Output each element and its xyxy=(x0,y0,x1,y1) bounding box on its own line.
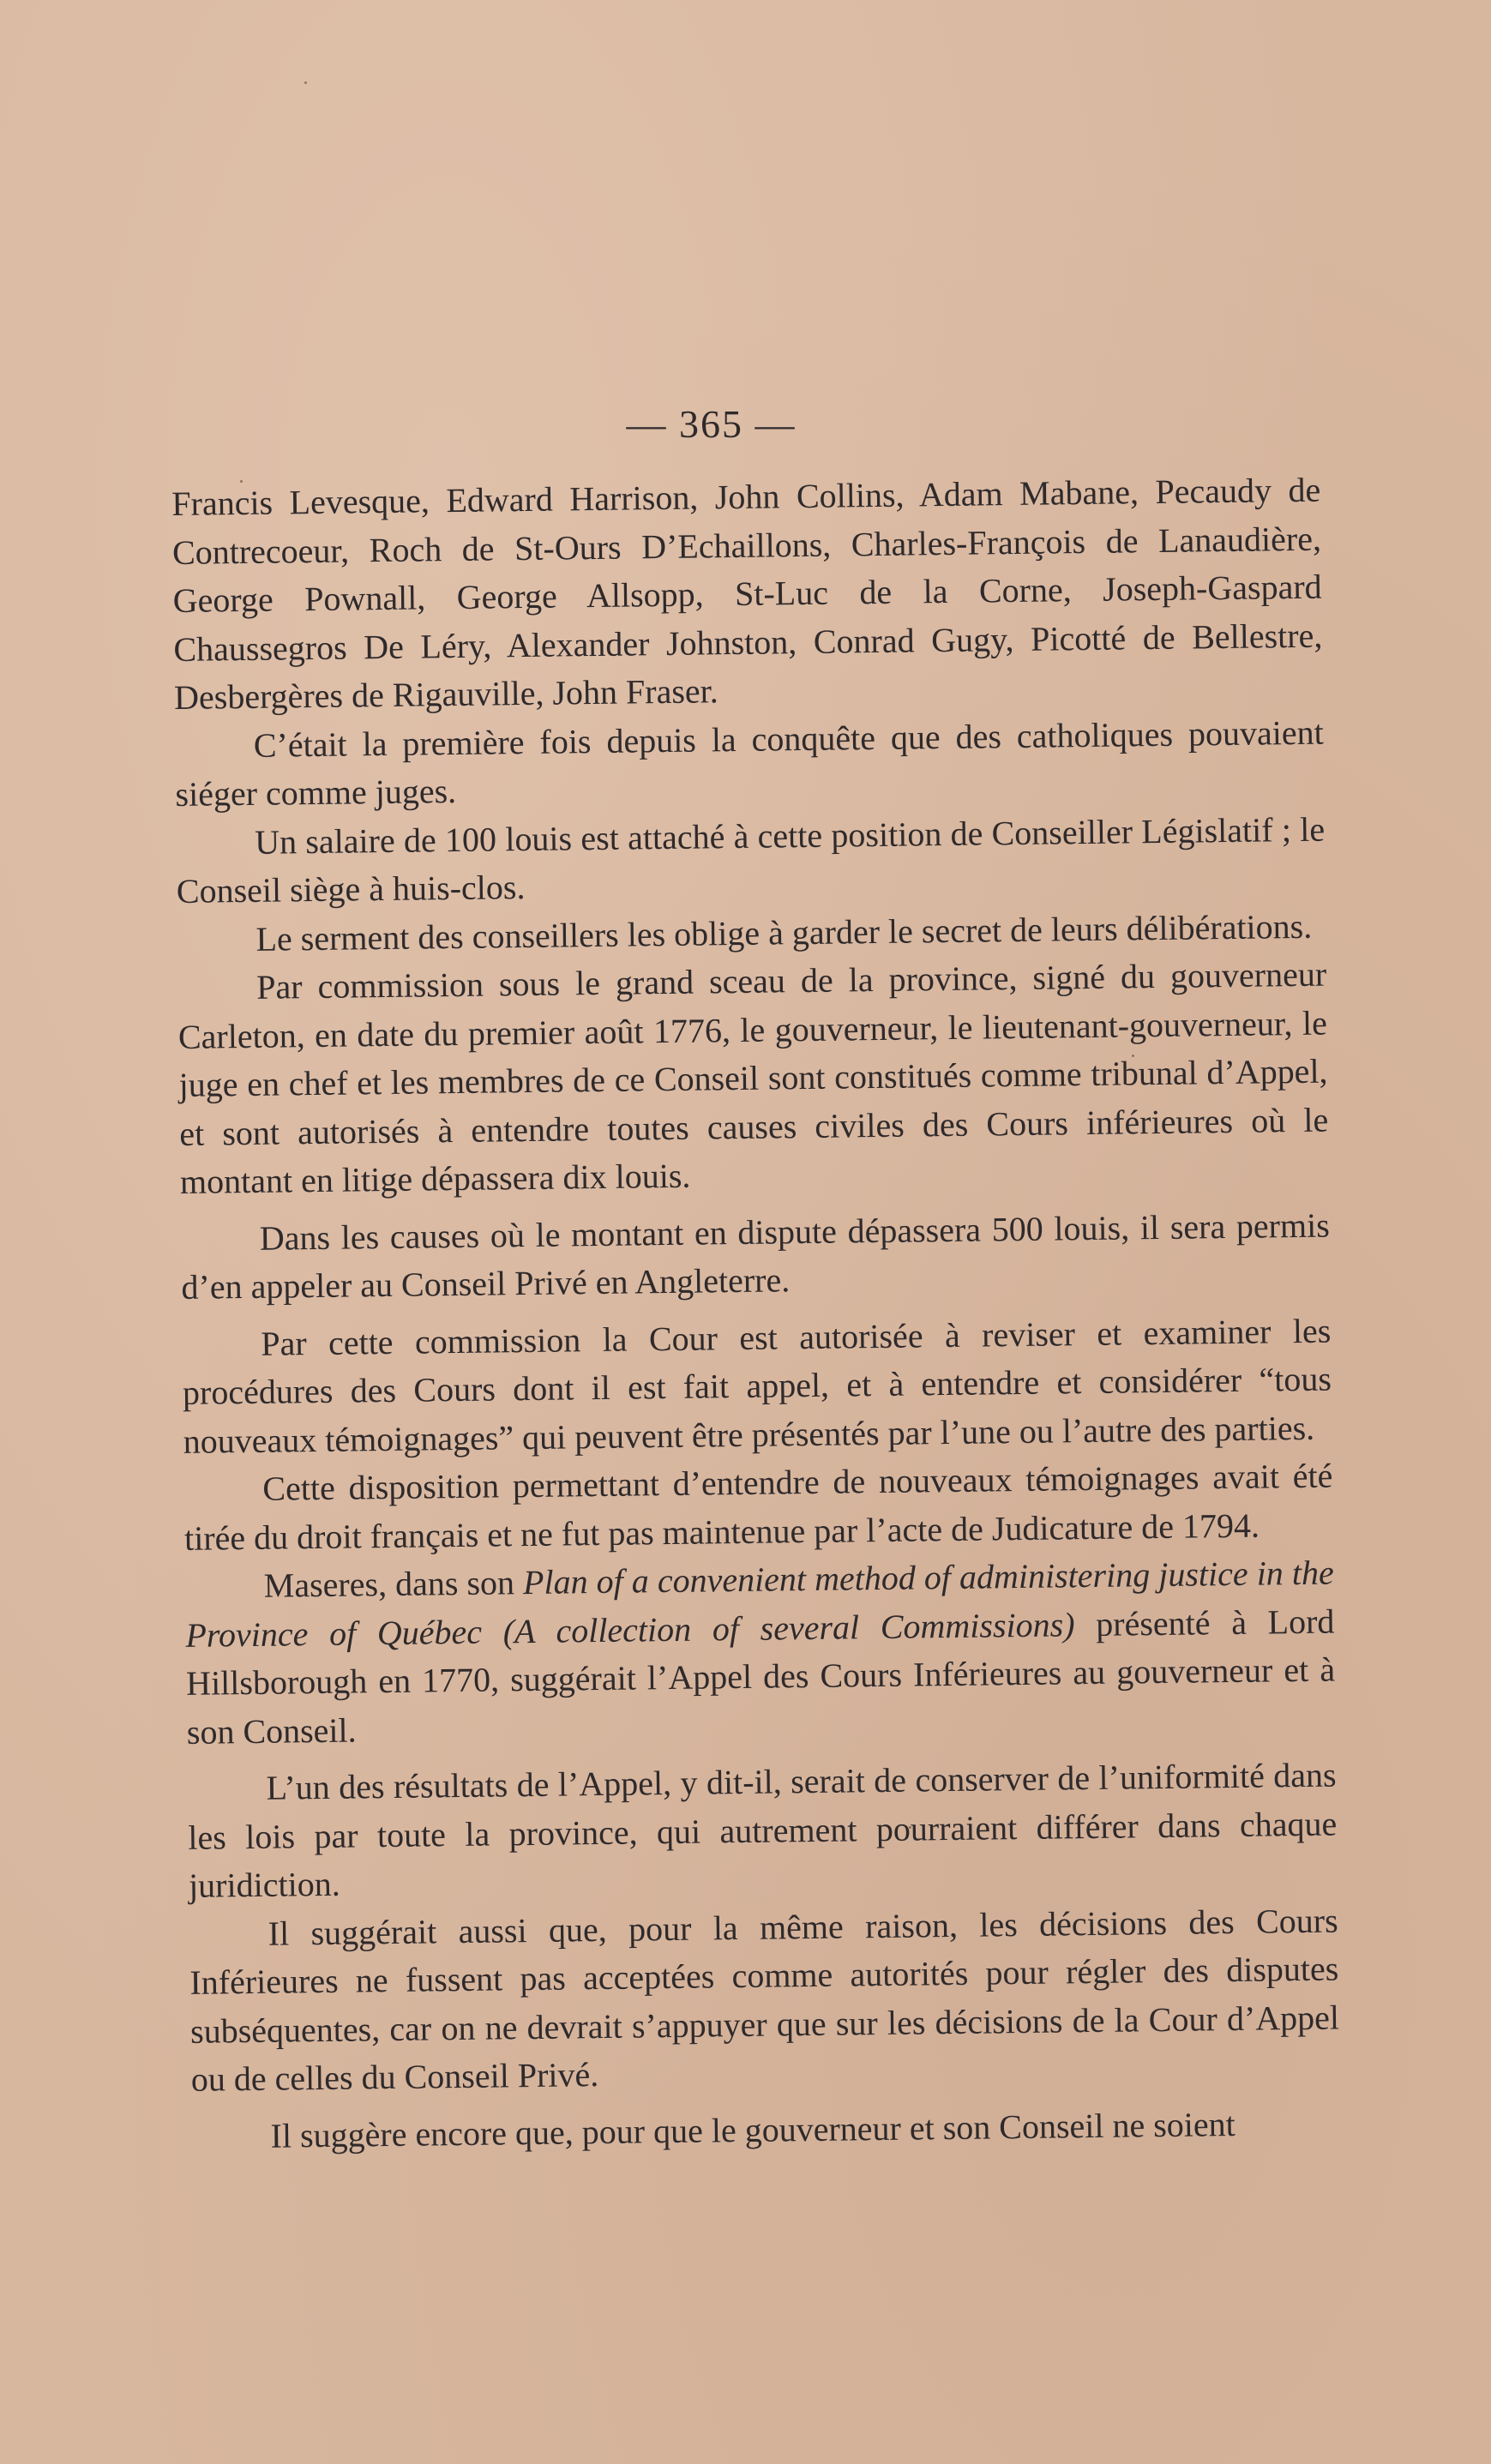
paragraph-review: Par cette commission la Cour est autorisée à reviser et examiner les procédures des Cours dont il est fait appel, et à entendre et considérer “tous nouveaux témoignages” qui peuvent être présentés par l’une ou l’autre des parties. xyxy=(182,1311,1332,1461)
page-number: — 365 — xyxy=(626,402,797,446)
paragraph-maseres xyxy=(184,1549,1336,1757)
maseres-book-title: Plan of a convenient method of administering justice in the Province of Québec (A collection of several Commissions) xyxy=(185,1553,1334,1655)
maseres-lead: Maseres, dans son xyxy=(263,1563,524,1605)
paragraph-continuation: Il suggère encore que, pour que le gouverneur et son Conseil ne soient xyxy=(270,2104,1236,2155)
paragraph-commission: Par commission sous le grand sceau de la province, signé du gouverneur Carleton, en date du premier août 1776, le gouverneur, le lieutenant-gouverneur, le juge en chef et les membres de ce Conseil sont constitués comme tribunal d’Appel, et sont autorisés à entendre toutes causes civiles des Cours inférieures où le montant en litige dépassera dix louis. xyxy=(177,954,1329,1201)
paragraph-uniformity: L’un des résultats de l’Appel, y dit-il, serait de conserver de l’uniformité dans les lois par toute la province, qui autrement pourraient différer dans chaque juridiction. xyxy=(188,1755,1338,1905)
paper-speck xyxy=(304,81,307,84)
paragraph-salary: Un salaire de 100 louis est attaché à cette position de Conseiller Législatif ; le Conseil siège à huis-clos. xyxy=(176,809,1326,910)
paragraph-oath: Le serment des conseillers les oblige à garder le secret de leurs délibérations. xyxy=(256,906,1313,959)
paragraph-privy-council: Dans les causes où le montant en dispute dépassera 500 louis, il sera permis d’en appeler au Conseil Privé en Angleterre. xyxy=(181,1205,1330,1307)
paragraph-catholics: C’était la première fois depuis la conquête que des catholiques pouvaient siéger comme juges. xyxy=(175,712,1324,814)
body-text xyxy=(171,466,1341,2161)
paragraph-decisions: Il suggérait aussi que, pour la même raison, les décisions des Cours Inférieures ne fussent pas acceptées comme autorités pour régler des disputes subséquentes, car on ne devrait s’appuyer que sur les décisions de la Cour d’Appel ou de celles du Conseil Privé. xyxy=(189,1901,1340,2099)
paragraph-member-list: Francis Levesque, Edward Harrison, John Collins, Adam Mabane, Pecaudy de Contrecoeur, Roch de St-Ours D’Echaillons, Charles-François de Lanaudière, George Pownall, George Allsopp, St-Luc de la Corne, Joseph-Gaspard Chaussegros De Léry, Alexander Johnston, Conrad Gugy, Picotté de Bellestre, Desbergères de Rigauville, John Fraser. xyxy=(171,470,1323,717)
maseres-tail: présenté à Lord Hillsborough en 1770, suggérait l’Appel des Cours Inférieures au gouverneur et à son Conseil. xyxy=(185,1602,1336,1752)
paragraph-disposition: Cette disposition permettant d’entendre de nouveaux témoignages avait été tirée du droit français et ne fut pas maintenue par l’acte de Judicature de 1794. xyxy=(183,1456,1333,1558)
